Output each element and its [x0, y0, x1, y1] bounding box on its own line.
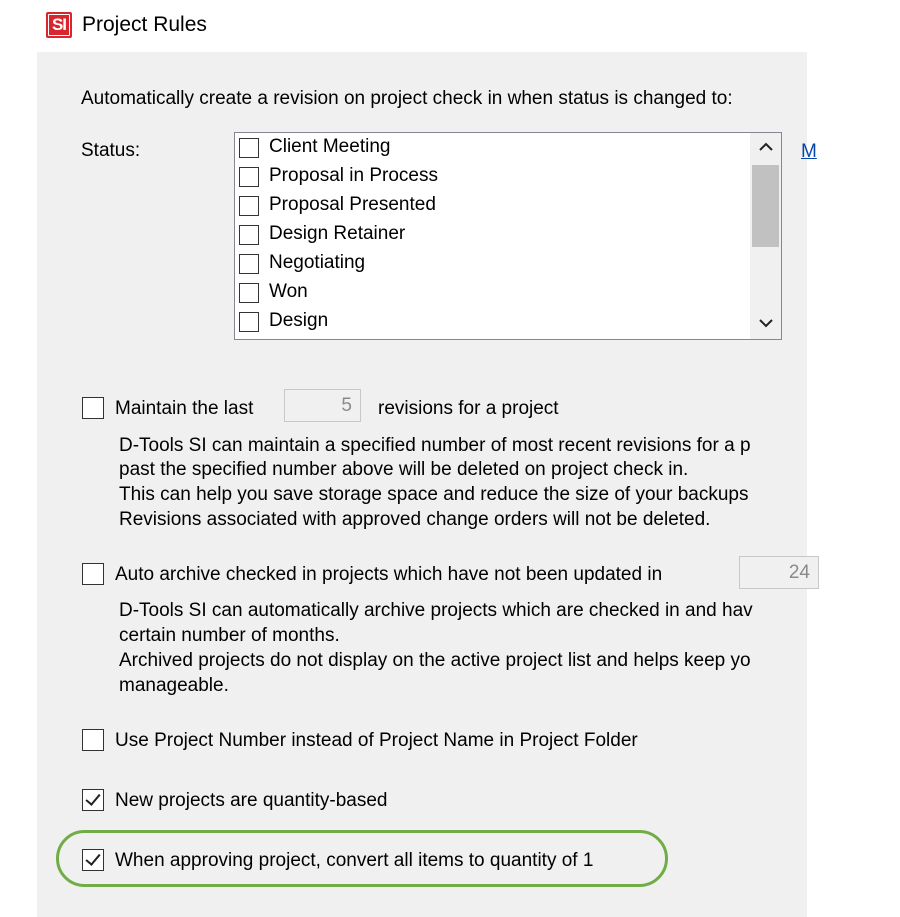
archive-desc-line: Archived projects do not display on the active project list and helps keep yo	[119, 650, 751, 671]
status-checkbox[interactable]	[239, 196, 259, 216]
scroll-down-icon[interactable]	[750, 309, 781, 339]
archive-desc-line: certain number of months.	[119, 625, 340, 646]
maintain-revisions-checkbox[interactable]	[82, 397, 104, 419]
window-title: Project Rules	[82, 13, 207, 36]
maintain-label-suffix: revisions for a project	[378, 398, 559, 419]
status-side-link[interactable]: M	[801, 141, 817, 162]
maintain-desc-line: past the specified number above will be deleted on project check in.	[119, 459, 689, 480]
status-item-label: Negotiating	[269, 252, 366, 273]
status-checkbox[interactable]	[239, 283, 259, 303]
maintain-label: Maintain the last	[115, 398, 254, 419]
status-listbox[interactable]	[234, 132, 782, 340]
scroll-up-icon[interactable]	[750, 133, 781, 163]
convert-quantity-checkbox[interactable]	[82, 849, 104, 871]
archive-months-input[interactable]: 24	[739, 556, 819, 589]
project-rules-panel	[37, 52, 817, 917]
use-project-number-label: Use Project Number instead of Project Name in Project Folder	[115, 730, 638, 751]
status-item-label: Proposal Presented	[269, 194, 436, 215]
status-item-label: Design Retainer	[269, 223, 406, 244]
status-checkbox[interactable]	[239, 312, 259, 332]
maintain-desc-line: Revisions associated with approved change orders will not be deleted.	[119, 509, 711, 530]
status-checkbox[interactable]	[239, 138, 259, 158]
maintain-desc-line: D-Tools SI can maintain a specified number of most recent revisions for a p	[119, 435, 751, 456]
auto-archive-label: Auto archive checked in projects which have not been updated in	[115, 564, 663, 585]
status-item-label: Won	[269, 281, 308, 302]
quantity-based-label: New projects are quantity-based	[115, 790, 388, 811]
status-item-label: Client Meeting	[269, 136, 391, 157]
maintain-count-input[interactable]: 5	[284, 389, 361, 422]
quantity-based-checkbox[interactable]	[82, 789, 104, 811]
status-item-label: Design	[269, 310, 329, 331]
archive-desc-line: manageable.	[119, 675, 229, 696]
title-bar	[0, 0, 900, 52]
status-checkbox[interactable]	[239, 225, 259, 245]
convert-quantity-label: When approving project, convert all items to quantity of 1	[115, 850, 594, 871]
use-project-number-checkbox[interactable]	[82, 729, 104, 751]
app-logo: SI	[46, 12, 72, 38]
scroll-thumb[interactable]	[752, 165, 779, 247]
status-item-label: Proposal in Process	[269, 165, 438, 186]
auto-archive-checkbox[interactable]	[82, 563, 104, 585]
status-label: Status:	[81, 140, 141, 161]
status-checkbox[interactable]	[239, 167, 259, 187]
auto-revision-intro: Automatically create a revision on project check in when status is changed to:	[81, 88, 733, 109]
archive-desc-line: D-Tools SI can automatically archive projects which are checked in and hav	[119, 600, 753, 621]
status-checkbox[interactable]	[239, 254, 259, 274]
status-scrollbar[interactable]	[750, 133, 781, 339]
maintain-desc-line: This can help you save storage space and reduce the size of your backups	[119, 484, 749, 505]
